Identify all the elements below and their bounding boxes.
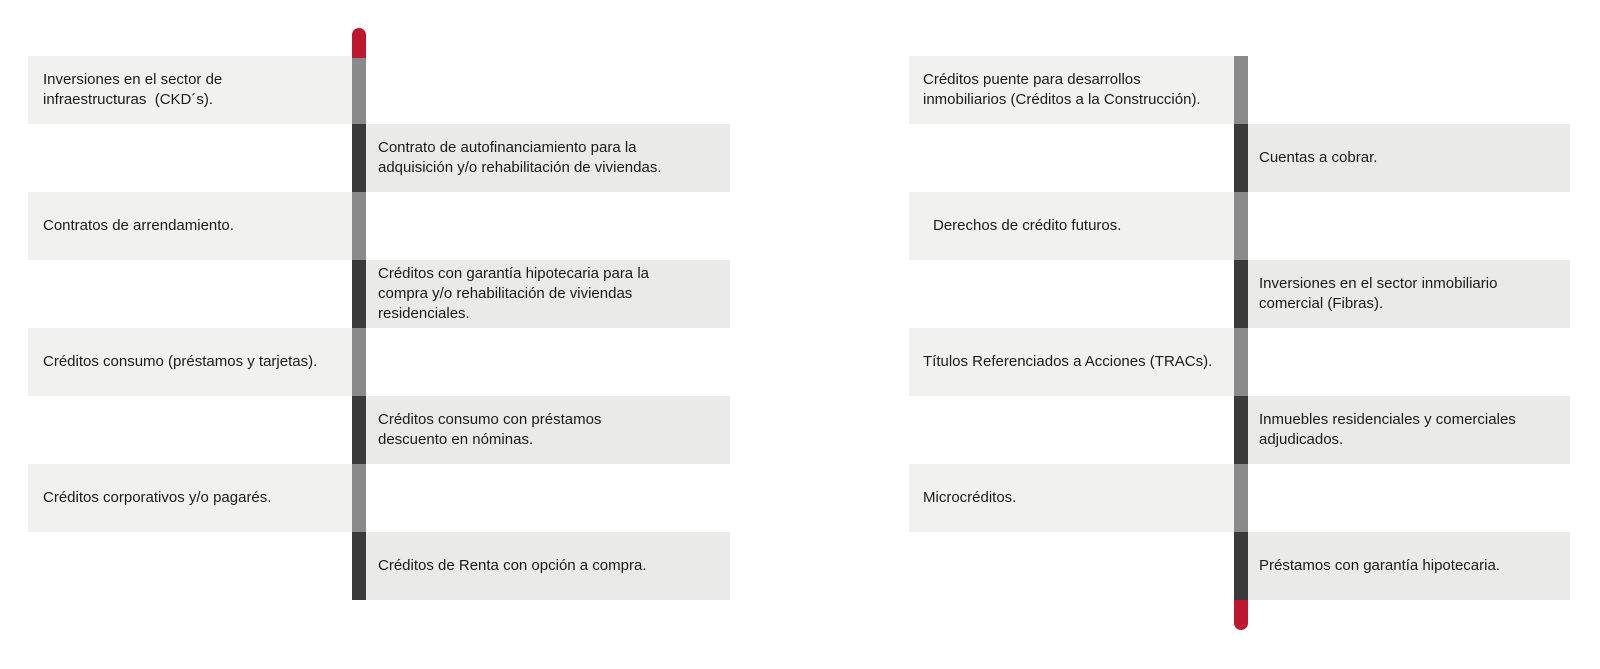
timeline-item-label: Inversiones en el sector de: [43, 71, 223, 88]
timeline-item: [909, 192, 1234, 260]
bar-segment-dark: [352, 260, 366, 328]
bar-segment-gray: [1234, 464, 1248, 532]
timeline-item: [28, 192, 352, 260]
timeline-item-label: Créditos puente para desarrollos: [923, 71, 1141, 88]
timeline-item-label: adquisición y/o rehabilitación de viviendas.: [378, 159, 662, 176]
timeline-item: [366, 396, 730, 464]
timeline-item-label: Créditos corporativos y/o pagarés.: [43, 489, 272, 506]
timeline-item: [909, 328, 1234, 396]
timeline-item-label: Contrato de autofinanciamiento para la: [378, 139, 637, 156]
right-timeline-bar: [1234, 56, 1248, 630]
timeline-item-label: Créditos consumo con préstamos: [378, 411, 602, 428]
bar-segment-gray: [1234, 328, 1248, 396]
timeline-item-label: Derechos de crédito futuros.: [933, 217, 1122, 234]
red-cap-bottom: [1234, 600, 1248, 630]
bar-segment-gray: [1234, 192, 1248, 260]
timeline-item: [909, 56, 1234, 124]
timeline-item-label: Microcréditos.: [923, 489, 1017, 506]
timeline-item: [366, 260, 730, 328]
timeline-item-label: Cuentas a cobrar.: [1259, 149, 1378, 166]
timeline-item: [1248, 260, 1570, 328]
left-timeline-bar: [352, 28, 366, 600]
timeline-item: [366, 532, 730, 600]
timeline-item-label: Créditos de Renta con opción a compra.: [378, 557, 647, 574]
timeline-item-label: comercial (Fibras).: [1259, 295, 1384, 312]
bar-segment-dark: [1234, 396, 1248, 464]
timeline-item-label: adjudicados.: [1259, 431, 1344, 448]
bar-segment-dark: [352, 532, 366, 600]
red-cap-top: [352, 28, 366, 58]
timeline-item-label: Créditos consumo (préstamos y tarjetas).: [43, 353, 318, 370]
bar-segment-gray: [352, 58, 366, 124]
bar-segment-dark: [1234, 260, 1248, 328]
timeline-item: [366, 124, 730, 192]
timeline-item-label: inmobiliarios (Créditos a la Construcción).: [923, 91, 1201, 108]
bar-segment-dark: [352, 396, 366, 464]
timeline-item: [1248, 396, 1570, 464]
timeline-item-label: Inversiones en el sector inmobiliario: [1259, 275, 1498, 292]
timeline-item-label: compra y/o rehabilitación de viviendas: [378, 285, 633, 302]
timeline-item: [909, 464, 1234, 532]
bar-segment-gray: [352, 464, 366, 532]
bar-segment-dark: [1234, 124, 1248, 192]
timeline-item-label: descuento en nóminas.: [378, 431, 534, 448]
timeline-item: [28, 328, 352, 396]
timeline-item: [1248, 532, 1570, 600]
timeline-item: [28, 464, 352, 532]
bar-segment-gray: [1234, 56, 1248, 124]
timeline-item-label: Inmuebles residenciales y comerciales: [1259, 411, 1516, 428]
bar-segment-gray: [352, 192, 366, 260]
bar-segment-dark: [352, 124, 366, 192]
bar-segment-gray: [352, 328, 366, 396]
timeline-item-label: Contratos de arrendamiento.: [43, 217, 234, 234]
timeline-item: [28, 56, 352, 124]
timeline-item-label: infraestructuras (CKD´s).: [43, 91, 214, 108]
bar-segment-dark: [1234, 532, 1248, 600]
timeline-item: [1248, 124, 1570, 192]
timeline-item-label: Préstamos con garantía hipotecaria.: [1259, 557, 1500, 574]
timeline-item-label: residenciales.: [378, 305, 470, 322]
timeline-item-label: Créditos con garantía hipotecaria para la: [378, 265, 649, 282]
timeline-item-label: Títulos Referenciados a Acciones (TRACs).: [923, 353, 1213, 370]
